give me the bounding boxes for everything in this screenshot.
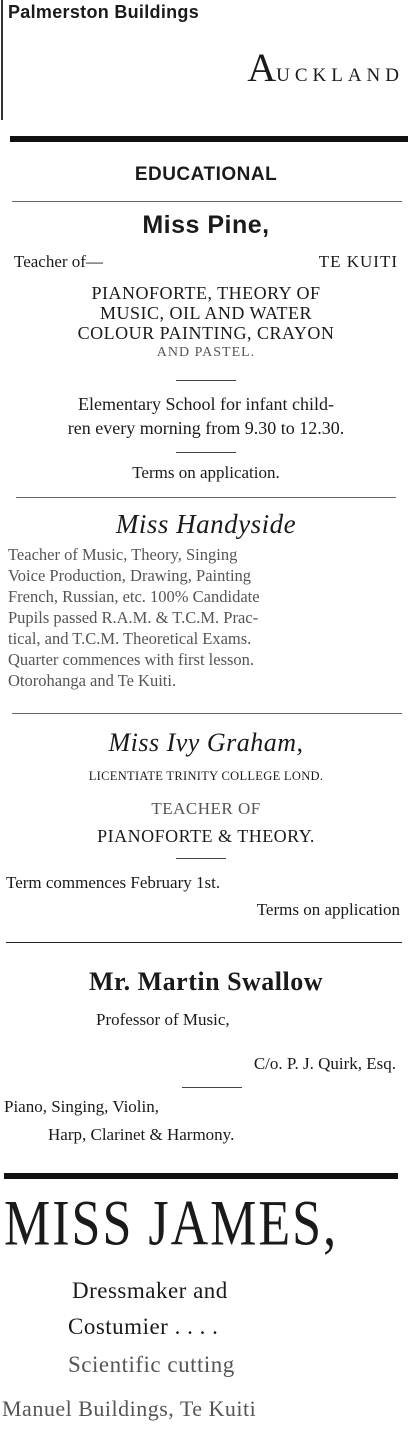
school-line: Elementary School for infant child- [78,394,334,414]
subject-line: PIANOFORTE, THEORY OF [91,283,321,303]
subject-line: MUSIC, OIL AND WATER [99,303,312,323]
header-city [247,44,404,91]
handyside-line: Pupils passed R.A.M. & T.C.M. Prac- [8,608,259,627]
short-divider [182,1087,242,1088]
licentiate-line: LICENTIATE TRINITY COLLEGE LOND. [88,769,324,783]
handyside-line: French, Russian, etc. 100% Candidate [8,587,260,606]
james-service-line: Costumier . . . . [68,1314,219,1339]
advertiser-name: Miss Handyside [115,509,297,539]
section-divider [6,942,402,943]
section-divider-thick [10,136,408,142]
heading-underline [12,201,402,202]
section-heading: EDUCATIONAL [134,164,278,185]
swallow-title: Professor of Music, [96,1010,230,1029]
james-service-line: Dressmaker and [72,1278,228,1303]
terms-line: Terms on application [256,900,400,919]
advertiser-name: Miss Pine, [142,211,270,239]
section-divider [12,713,402,714]
advertiser-name: Miss Ivy Graham, [108,728,304,757]
header-city-initial: A [247,45,277,90]
advertiser-name: MISS JAMES, [4,1188,339,1260]
section-divider-thick [4,1173,398,1179]
column-border-left [1,0,3,120]
terms-line: Terms on application. [132,463,280,482]
school-line: ren every morning from 9.30 to 12.30. [67,418,345,438]
handyside-line: tical, and T.C.M. Theoretical Exams. [8,629,252,648]
subject-line: AND PASTEL. [156,345,256,360]
handyside-line: Otorohanga and Te Kuiti. [8,671,177,690]
location-label: TE KUITI [318,252,398,271]
teacher-of-label: Teacher of— [14,252,103,271]
handyside-line: Voice Production, Drawing, Painting [8,566,252,585]
swallow-address: C/o. P. J. Quirk, Esq. [253,1054,396,1073]
james-service-line: Scientific cutting [68,1352,235,1377]
short-divider [176,380,236,381]
header-address: Palmerston Buildings [8,2,200,22]
handyside-line: Teacher of Music, Theory, Singing [8,545,238,564]
graham-teacher-line: PIANOFORTE & THEORY. [97,826,315,846]
graham-teacher-line: TEACHER OF [151,799,261,818]
james-address: Manuel Buildings, Te Kuiti [2,1396,257,1421]
handyside-line: Quarter commences with first lesson. [8,650,255,669]
advertiser-name: Mr. Martin Swallow [88,967,324,996]
header-city-rest: UCKLAND [276,65,404,86]
short-divider [176,452,236,453]
subject-line: COLOUR PAINTING, CRAYON [77,323,335,343]
term-start-line: Term commences February 1st. [6,873,221,892]
section-divider [16,497,396,498]
instrument-line: Piano, Singing, Violin, [4,1097,159,1116]
instrument-line: Harp, Clarinet & Harmony. [48,1125,235,1144]
short-divider [176,858,226,859]
